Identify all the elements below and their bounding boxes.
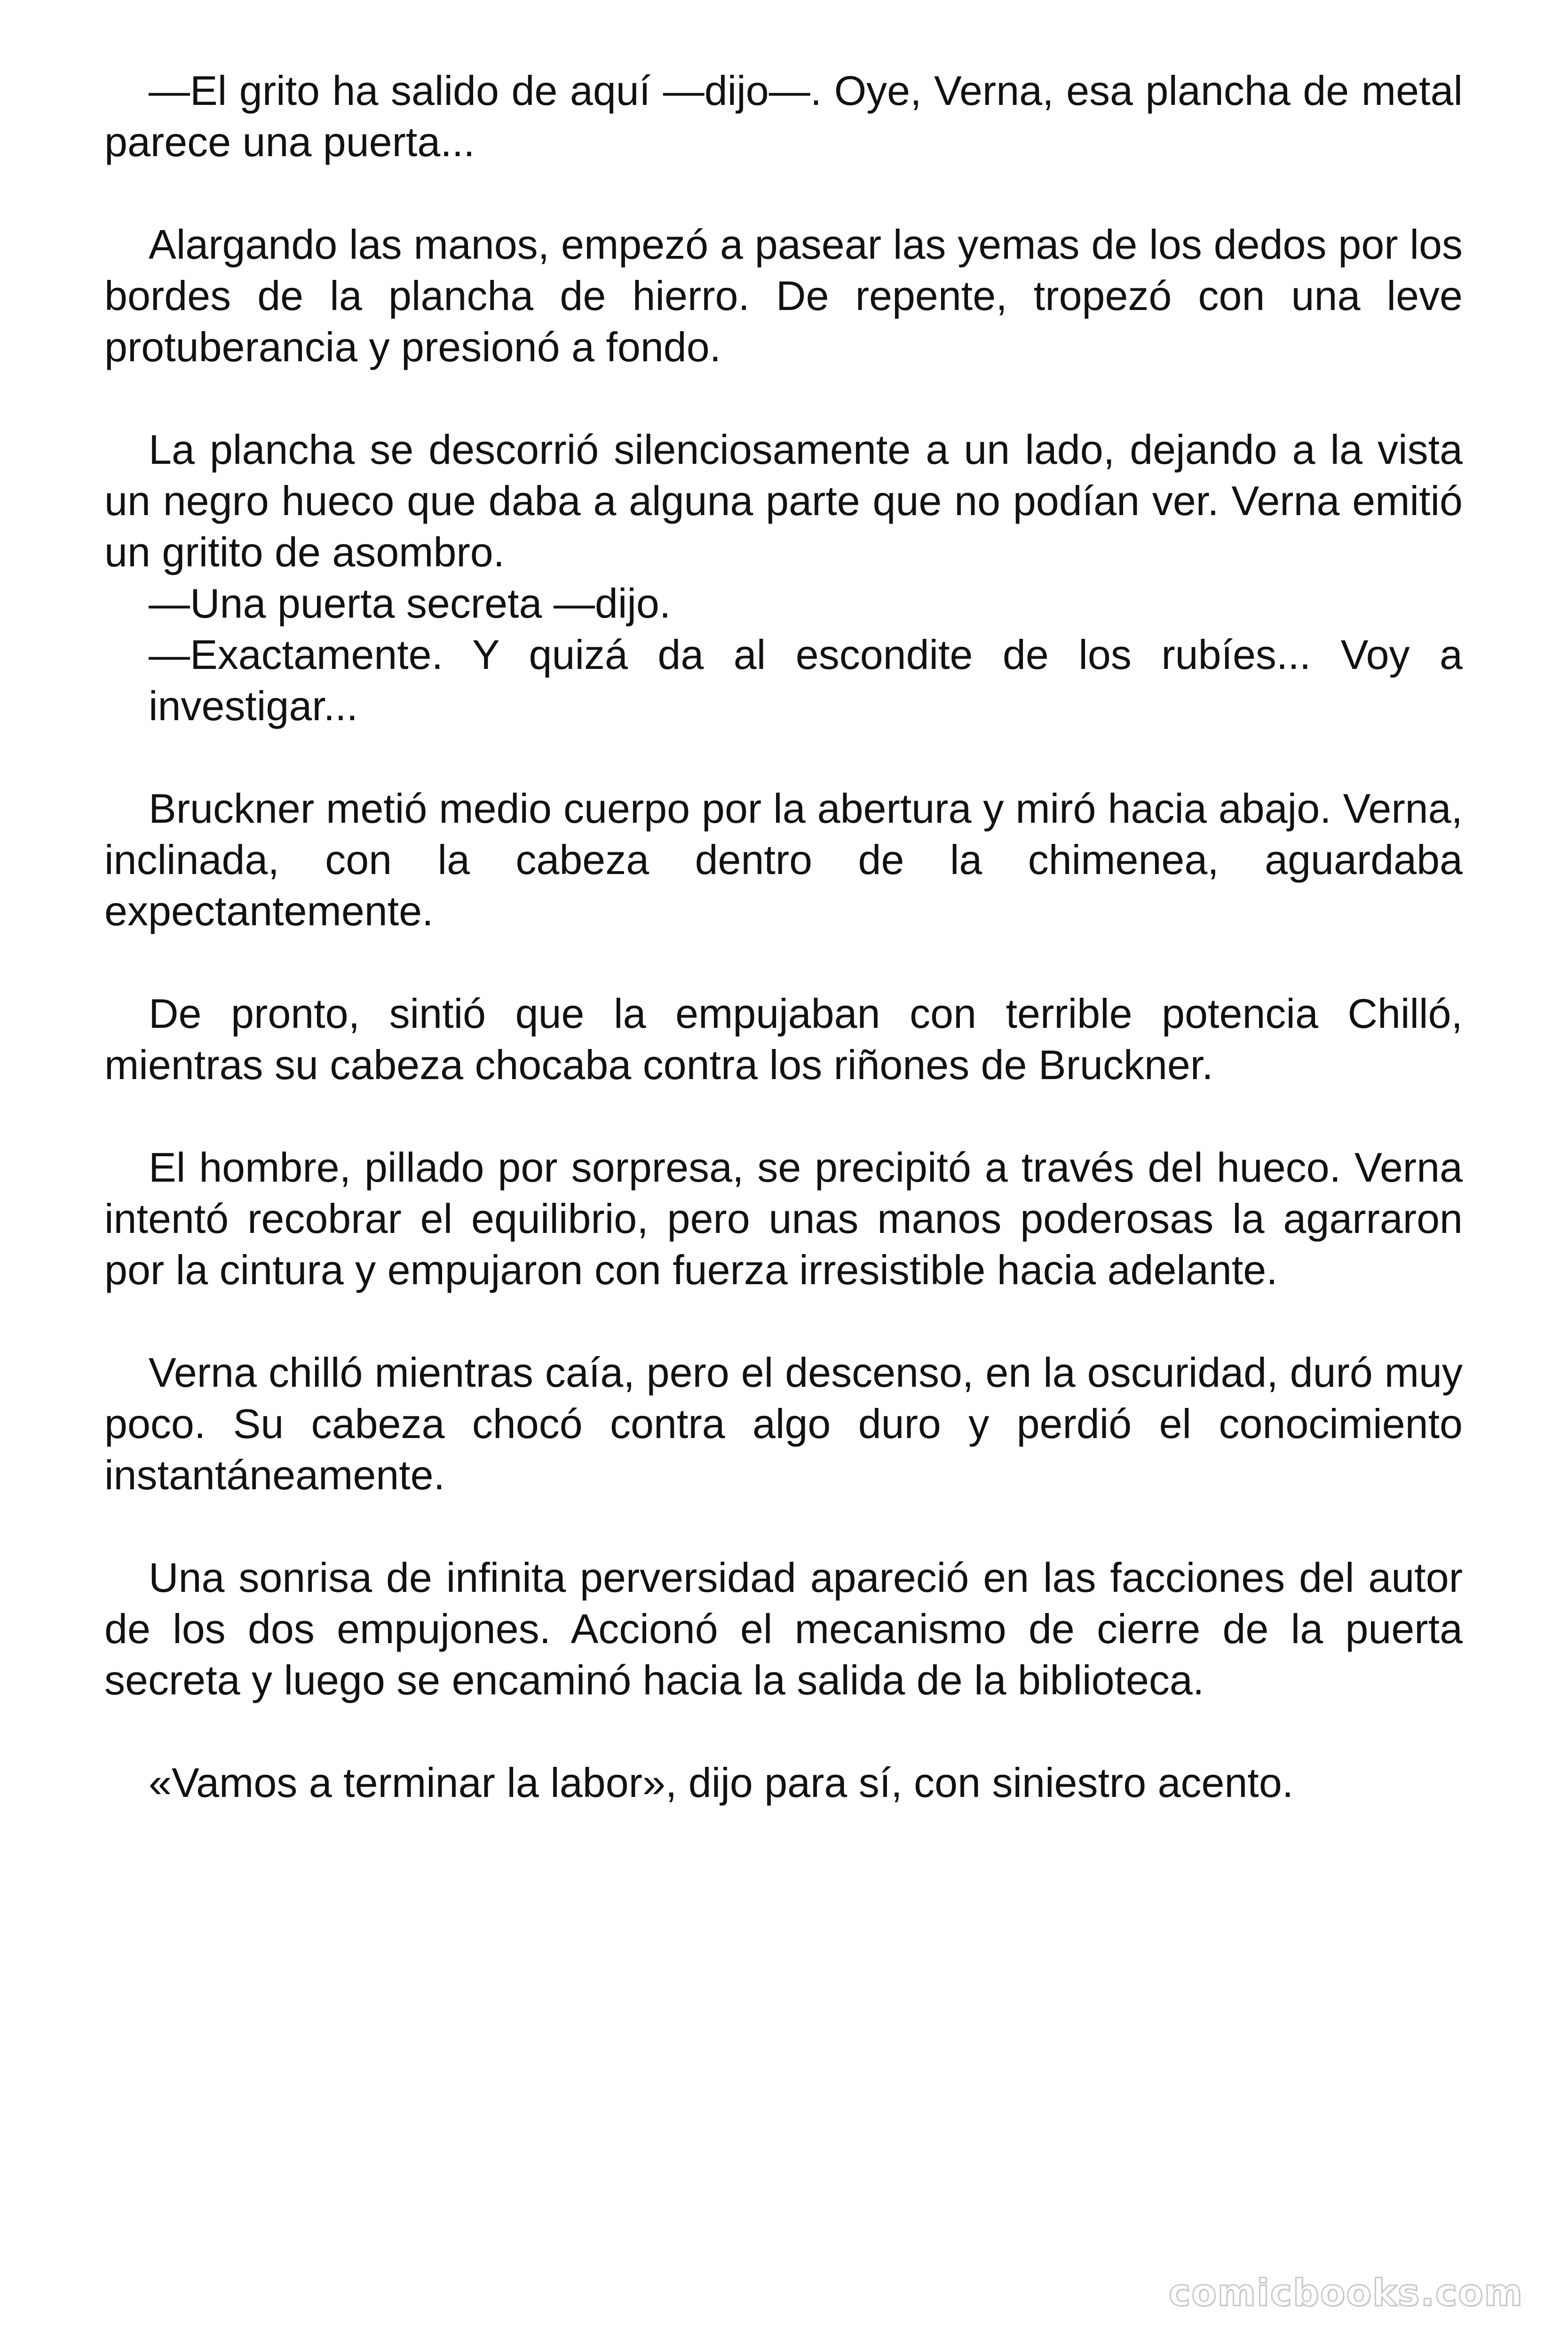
watermark: comicbooks.com bbox=[1168, 2272, 1523, 2314]
paragraph-5: De pronto, sintió que la empujaban con terrible potencia Chilló, mientras su cabeza chocaba contra los riñones de Bruckner. bbox=[104, 990, 1463, 1088]
paragraph-4: Bruckner metió medio cuerpo por la abertura y miró hacia abajo. Verna, inclinada, con la cabeza dentro de la chimenea, aguardaba expectantemente. bbox=[104, 785, 1463, 934]
paragraph-6: El hombre, pillado por sorpresa, se precipitó a través del hueco. Verna intentó recobrar el equilibrio, pero unas manos poderosas la agarraron por la cintura y empujaron con fuerza irresistible hacia adelante. bbox=[104, 1144, 1463, 1293]
paragraph-9: «Vamos a terminar la labor», dijo para sí, con siniestro acento. bbox=[149, 1759, 1294, 1806]
paragraph-1: —El grito ha salido de aquí —dijo—. Oye, Verna, esa plancha de metal parece una puerta... bbox=[104, 67, 1463, 165]
dialog-line-1: —Una puerta secreta —dijo. bbox=[149, 580, 671, 627]
paragraph-7: Verna chilló mientras caía, pero el descenso, en la oscuridad, duró muy poco. Su cabeza chocó contra algo duro y perdió el conocimiento instantáneamente. bbox=[104, 1349, 1463, 1498]
paragraph-8: Una sonrisa de infinita perversidad apareció en las facciones del autor de los dos empujones. Accionó el mecanismo de cierre de la puerta secreta y luego se encaminó hacia la salida de la biblioteca. bbox=[104, 1554, 1463, 1703]
paragraph-2: Alargando las manos, empezó a pasear las yemas de los dedos por los bordes de la plancha de hierro. De repente, tropezó con una leve protuberancia y presionó a fondo. bbox=[104, 221, 1463, 370]
paragraph-3: La plancha se descorrió silenciosamente a un lado, dejando a la vista un negro hueco que daba a alguna parte que no podían ver. Verna emitió un gritito de asombro. bbox=[104, 426, 1463, 575]
dialog-line-2: —Exactamente. Y quizá da al escondite de los rubíes... Voy a investigar... bbox=[149, 631, 1463, 729]
body-text bbox=[104, 65, 1463, 1859]
